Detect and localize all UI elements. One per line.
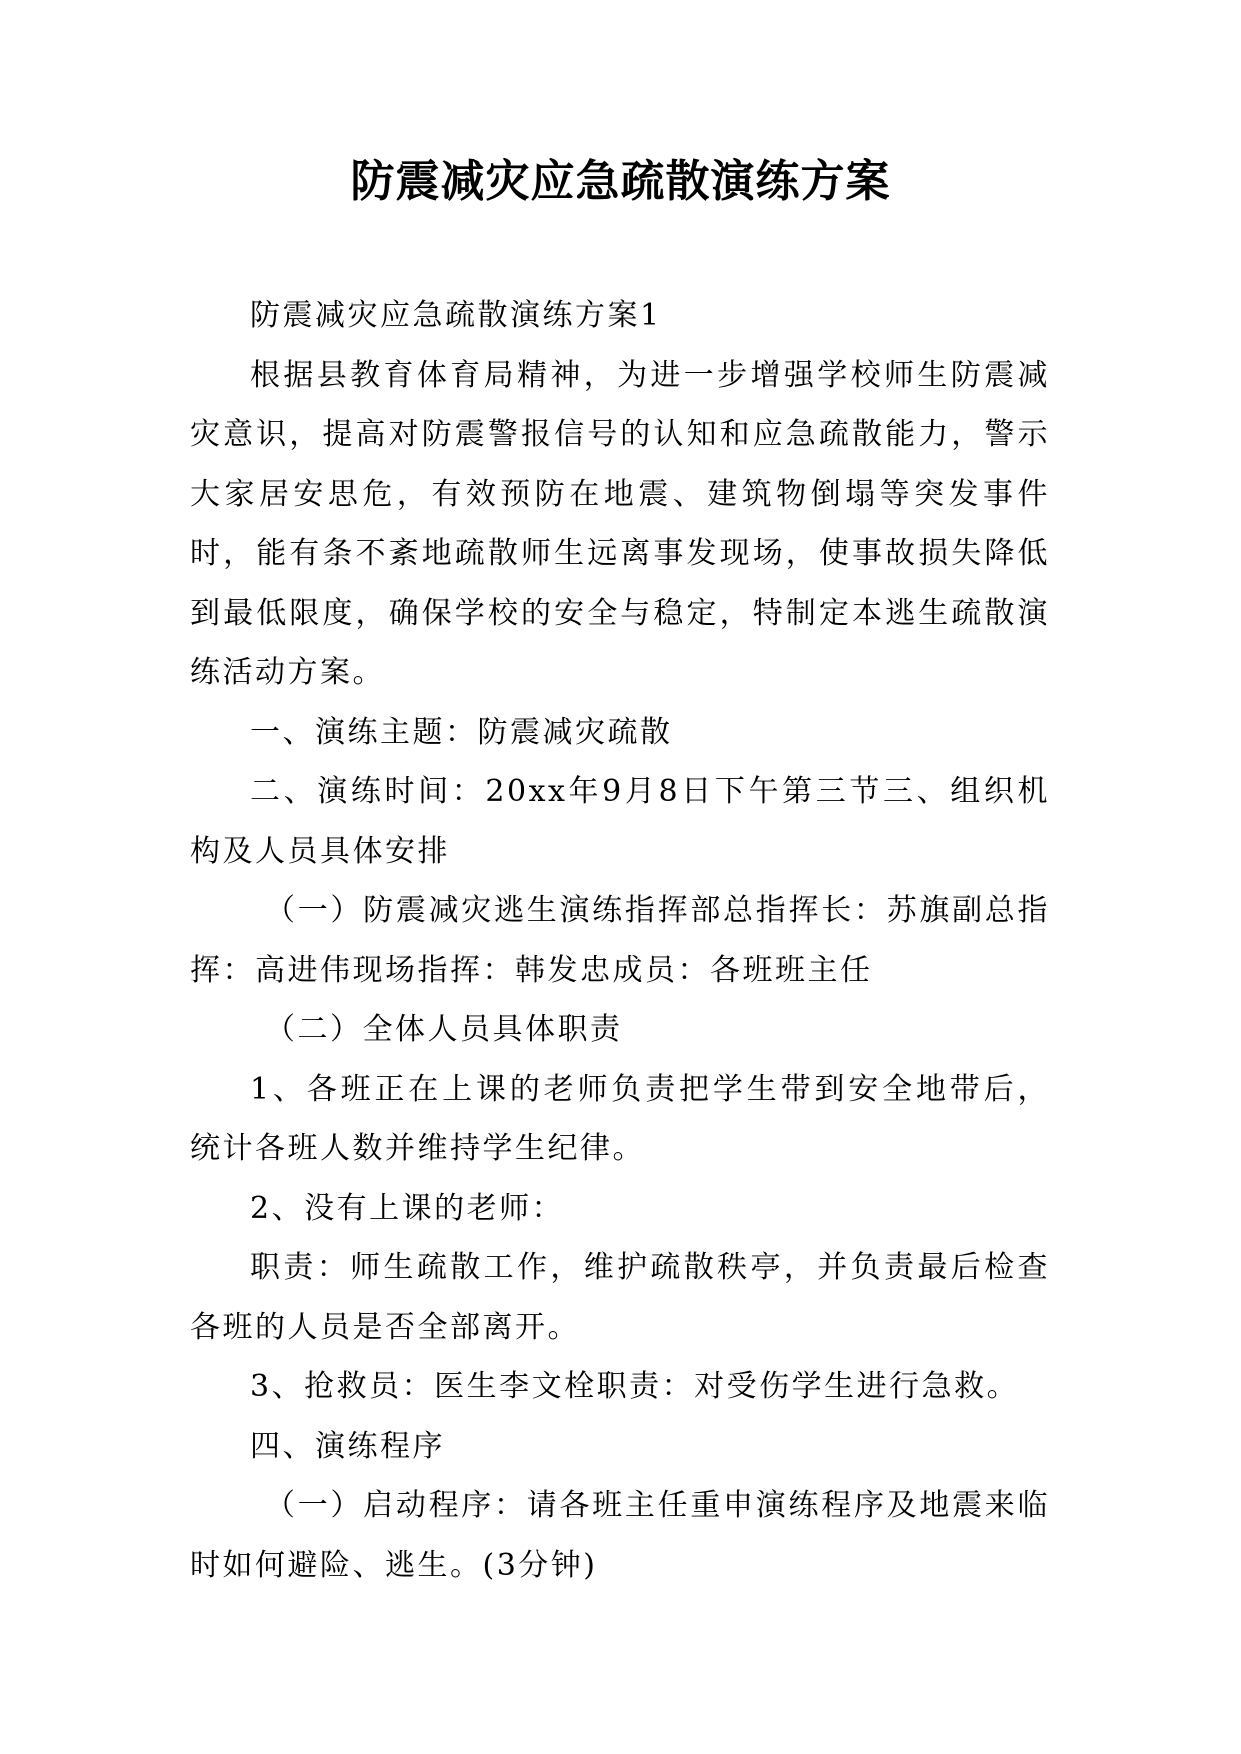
paragraph: 一、演练主题：防震减灾疏散 [250,714,673,750]
paragraph: 职责：师生疏散工作，维护疏散秩亭，并负责最后检查各班的人员是否全部离开。 [190,1250,1050,1345]
paragraph: 3、抢救员：医生李文栓职责：对受伤学生进行急救。 [250,1369,1020,1404]
section-heading: 防震减灾应急疏散演练方案1 [250,298,662,333]
paragraph: 四、演练程序 [250,1428,445,1464]
paragraph: （一）防震减灾逃生演练指挥部总指挥长：苏旗副总指挥：高进伟现场指挥：韩发忠成员：各班班主任 [190,893,1050,988]
paragraph: 2、没有上课的老师： [250,1190,565,1226]
document-title: 防震减灾应急疏散演练方案 [350,156,891,207]
paragraph: （二）全体人员具体职责 [265,1012,623,1047]
paragraph: （一）启动程序：请各班主任重申演练程序及地震来临时如何避险、逃生。(3分钟) [190,1488,1050,1583]
document-body [190,286,1050,1595]
paragraph: 1、各班正在上课的老师负责把学生带到安全地带后，统计各班人数并维持学生纪律。 [190,1071,1050,1166]
paragraph: 二、演练时间：20xx年9月8日下午第三节三、组织机构及人员具体安排 [190,774,1050,869]
paragraph: 根据县教育体育局精神，为进一步增强学校师生防震减灾意识，提高对防震警报信号的认知和应急疏散能力，警示大家居安思危，有效预防在地震、建筑物倒塌等突发事件时，能有条不紊地疏散师生远离事发现场，使事故损失降低到最低限度，确保学校的安全与稳定，特制定本逃生疏散演练活动方案。 [190,357,1050,690]
